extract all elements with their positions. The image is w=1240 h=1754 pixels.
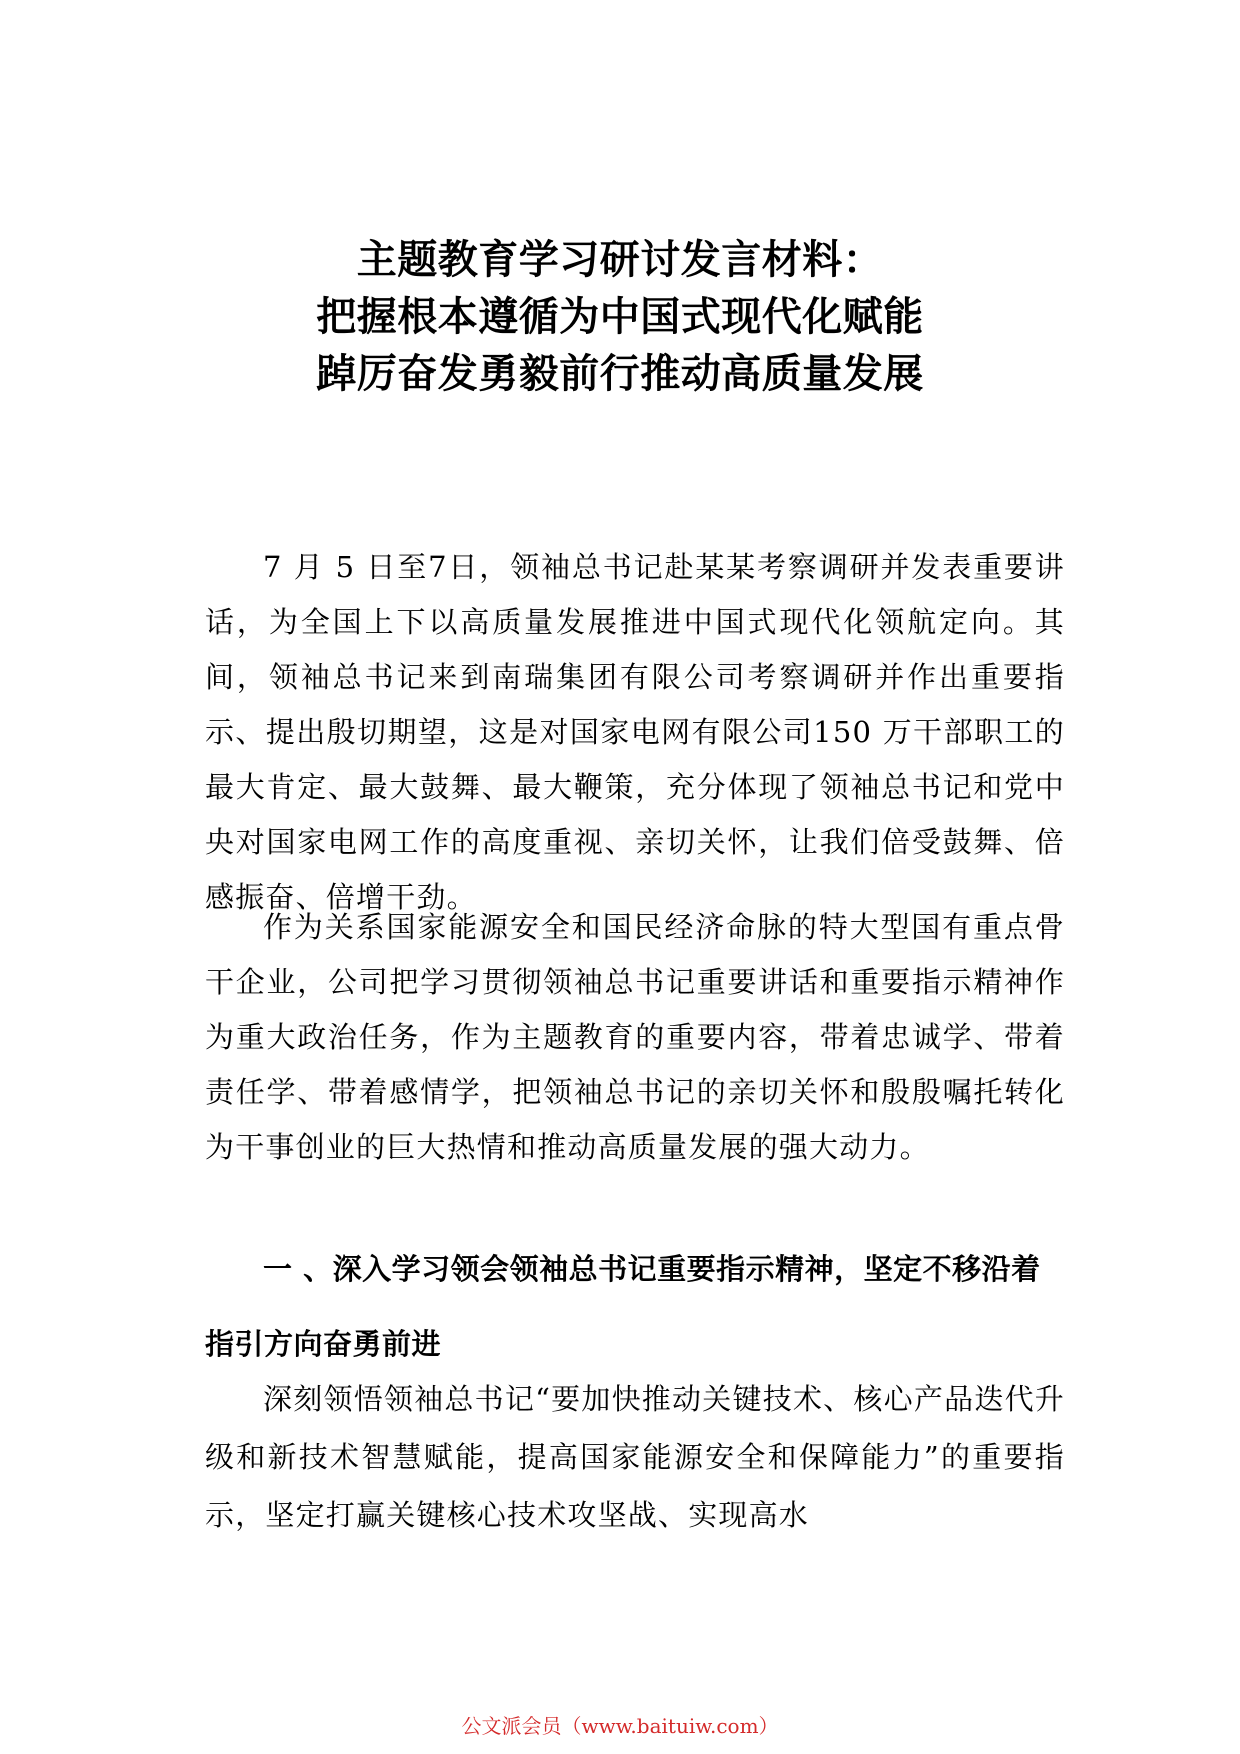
document-title [0, 235, 1240, 406]
title-line-1: 主题教育学习研讨发言材料： [356, 237, 884, 283]
paragraph-company-role: 作为关系国家能源安全和国民经济命脉的特大型国有重点骨干企业，公司把学习贯彻领袖总书记重要讲话和重要指示精神作为重大政治任务，作为主题教育的重要内容，带着忠诚学、带着责任学、带着感情学，把领袖总书记的亲切关怀和殷殷嘱托转化为干事创业的巨大热情和推动高质量发展的强大动力。 [205, 910, 1065, 1164]
paragraph-intro: 7 月 5 日至7日，领袖总书记赴某某考察调研并发表重要讲话，为全国上下以高质量发展推进中国式现代化领航定向。其间，领袖总书记来到南瑞集团有限公司考察调研并作出重要指示、提出殷切期望，这是对国家电网有限公司150 万干部职工的最大肯定、最大鼓舞、最大鞭策，充分体现了领袖总书记和党中央对国家电网工作的高度重视、亲切关怀，让我们倍受鼓舞、倍感振奋、倍增干劲。 [205, 550, 1065, 914]
footer-watermark: 公文派会员（www.baituiw.com） [461, 1714, 779, 1738]
title-line-2: 把握根本遵循为中国式现代化赋能 [316, 294, 924, 340]
section-heading-1: 一 、深入学习领会领袖总书记重要指示精神，坚定不移沿着指引方向奋勇前进 [205, 1252, 1041, 1361]
paragraph-section-1: 深刻领悟领袖总书记“要加快推动关键技术、核心产品迭代升级和新技术智慧赋能，提高国家能源安全和保障能力”的重要指示，坚定打赢关键核心技术攻坚战、实现高水 [205, 1382, 1065, 1532]
title-line-3: 踔厉奋发勇毅前行推动高质量发展 [316, 351, 924, 397]
